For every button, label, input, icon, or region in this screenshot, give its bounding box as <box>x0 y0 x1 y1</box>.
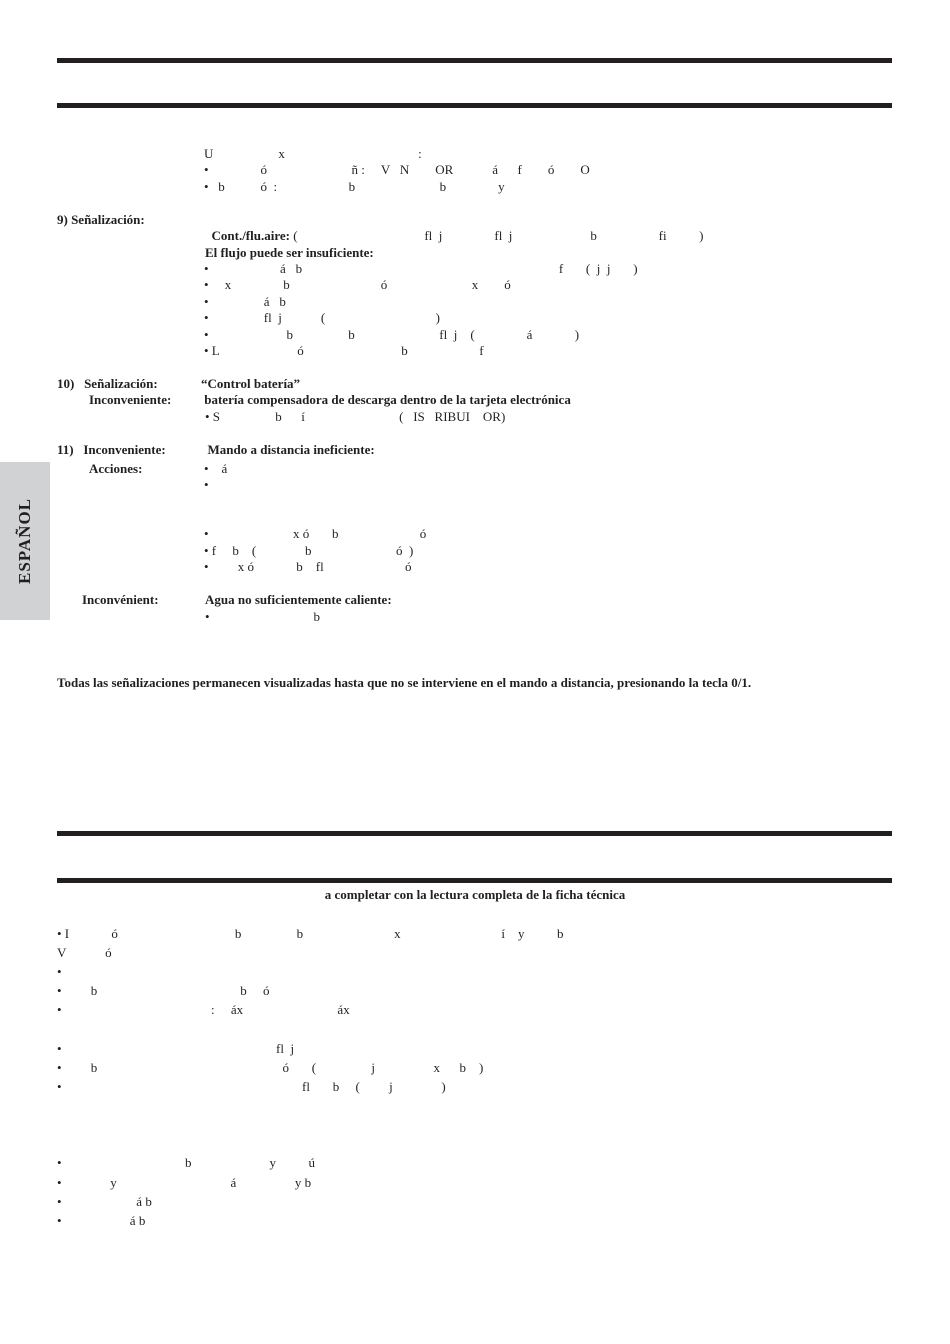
intro-line-2: • ó ñ : V N OR á f ó O <box>204 162 590 177</box>
section2-rule-2 <box>57 878 892 883</box>
item9-line-6: • L ó b f <box>204 343 484 358</box>
item9-subheading: El flujo puede ser insuficiente: <box>205 245 374 260</box>
s2-g3-line-1: • b y ú <box>57 1155 316 1170</box>
intro-line-1: U x : <box>204 146 422 161</box>
s2-g1-line-2: V ó <box>57 945 112 960</box>
item9-line-2: • x b ó x ó <box>204 277 511 292</box>
s2-g3-line-4: • á b <box>57 1213 146 1228</box>
s2-g2-line-2: • b ó ( j x b ) <box>57 1060 484 1075</box>
language-tab-label: ESPAÑOL <box>15 497 34 585</box>
item12-line: • b <box>205 609 321 624</box>
top-rule-1 <box>57 58 892 63</box>
section2-rule-1 <box>57 831 892 836</box>
item12-value: Agua no suficientemente caliente: <box>205 592 392 607</box>
item11-line-a2: • <box>204 477 209 492</box>
s2-g3-line-3: • á b <box>57 1194 152 1209</box>
item11-line-b2: • f b ( b ó ) <box>204 543 414 558</box>
item9-line-3: • á b <box>204 294 286 309</box>
item11-label: 11) Inconveniente: <box>57 442 166 457</box>
top-rule-2 <box>57 103 892 108</box>
item11-line-b3: • x ó b fl ó <box>204 559 412 574</box>
s2-g1-line-3: • <box>57 964 62 979</box>
item10-label2: Inconveniente: <box>89 392 172 407</box>
s2-g1-line-4: • b b ó <box>57 983 270 998</box>
item12-label: Inconvénient: <box>82 592 159 607</box>
s2-g1-line-1: • I ó b b x í y b <box>57 926 564 941</box>
s2-g2-line-3: • fl b ( j ) <box>57 1079 446 1094</box>
item10-label: 10) Señalización: <box>57 376 158 391</box>
item11-value: Mando a distancia ineficiente: <box>201 442 375 457</box>
s2-g2-line-1: • fl j <box>57 1041 295 1056</box>
item9-heading-rest: ( fl j fl j b fi ) <box>289 228 704 243</box>
item9-line-5: • b b fl j ( á ) <box>204 327 580 342</box>
item11-label2: Acciones: <box>89 461 143 476</box>
item9-line-4: • fl j ( ) <box>204 310 441 325</box>
section2-subtitle: a completar con la lectura completa de la ficha técnica <box>324 887 626 902</box>
note: Todas las señalizaciones permanecen visualizadas hasta que no se interviene en el mando a distancia, presionando la tecla 0/1. <box>57 675 752 690</box>
s2-g3-line-2: • y á y b <box>57 1175 312 1190</box>
item9-line-1: • á b f ( j j ) <box>204 261 638 276</box>
intro-line-3: • b ó : b b y <box>204 179 505 194</box>
language-tab <box>0 462 50 620</box>
item9-label: 9) Señalización: <box>57 212 145 227</box>
item10-value: “Control batería” <box>201 376 301 391</box>
s2-g1-line-5: • : áx áx <box>57 1002 350 1017</box>
item10-value2: batería compensadora de descarga dentro de la tarjeta electrónica <box>201 392 571 407</box>
item11-line-a1: • á <box>204 461 228 476</box>
item10-line: • S b í ( IS RIBUI OR) <box>205 409 506 424</box>
item9-heading-bold: Cont./flu.aire: <box>211 228 290 243</box>
item11-line-b1: • x ó b ó <box>204 526 427 541</box>
item9-heading <box>205 212 703 244</box>
